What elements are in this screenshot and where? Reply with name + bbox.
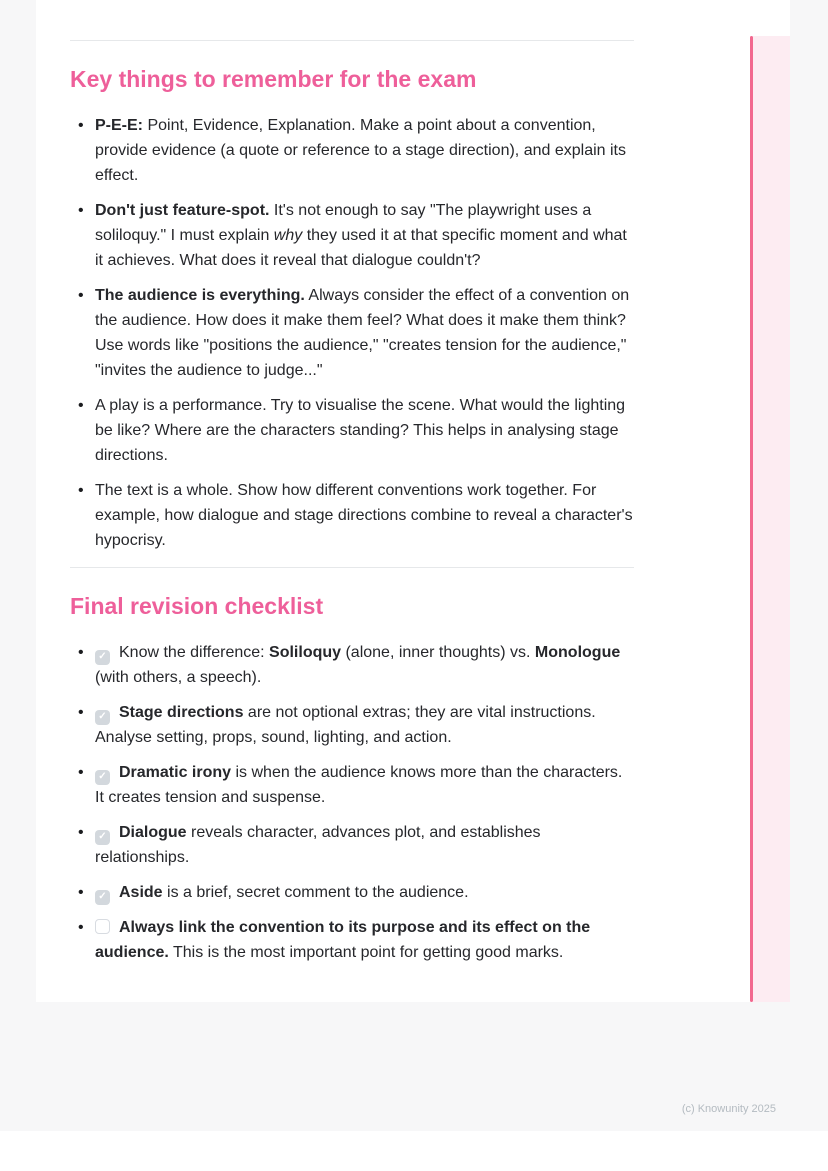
highlight-strip-line bbox=[750, 36, 753, 1002]
text-segment: Monologue bbox=[534, 644, 621, 661]
document-content bbox=[70, 0, 634, 975]
list-item bbox=[78, 393, 634, 468]
check-icon: ✓ bbox=[98, 711, 107, 722]
check-icon: ✓ bbox=[98, 831, 107, 842]
bullet-icon: • bbox=[78, 482, 84, 499]
bullet-icon: • bbox=[78, 644, 84, 661]
text-segment: It's not enough to say "The playwright uses a soliloquy." I must explain bbox=[95, 202, 592, 244]
text-segment: (with others, a speech). bbox=[95, 669, 262, 686]
check-icon: ✓ bbox=[98, 771, 107, 782]
list-item bbox=[78, 283, 634, 383]
highlight-strip bbox=[753, 36, 790, 1002]
text-segment: A play is a performance. Try to visualise the scene. What would the lighting be like? Where are the characters standing? This helps in analysing stage directions. bbox=[95, 397, 626, 464]
text-segment: The text is a whole. Show how different conventions work together. For example, how dialogue and stage directions combine to reveal a character's hypocrisy. bbox=[95, 482, 633, 549]
checklist-item bbox=[78, 640, 634, 690]
text-segment: they used it at that specific moment and what it achieves. What does it reveal that dialogue couldn't? bbox=[95, 227, 627, 269]
checklist-item bbox=[78, 915, 634, 965]
checklist-item bbox=[78, 820, 634, 870]
text-segment: Know the difference: bbox=[119, 644, 270, 661]
checklist-item bbox=[78, 700, 634, 750]
checkbox-checked[interactable] bbox=[95, 650, 110, 665]
text-segment: Aside bbox=[119, 884, 163, 901]
text-segment: are not optional extras; they are vital instructions. Analyse setting, props, sound, lighting, and action. bbox=[95, 704, 596, 746]
check-icon: ✓ bbox=[98, 891, 107, 902]
section-divider bbox=[70, 567, 634, 568]
text-segment: reveals character, advances plot, and establishes relationships. bbox=[95, 824, 541, 866]
text-segment: (alone, inner thoughts) vs. bbox=[341, 644, 535, 661]
text-segment: P-E-E: bbox=[95, 117, 143, 134]
text-segment: Always consider the effect of a convention on the audience. How does it make them feel? What does it make them think? Use words like "positions the audience," "creates tension for the audience," "invites the audience to judge..." bbox=[95, 287, 630, 379]
bullet-icon: • bbox=[78, 287, 84, 304]
bullet-icon: • bbox=[78, 824, 84, 841]
text-segment: This is the most important point for getting good marks. bbox=[168, 944, 564, 961]
text-segment: Soliloquy bbox=[269, 644, 342, 661]
checklist-item bbox=[78, 880, 634, 905]
check-icon: ✓ bbox=[98, 651, 107, 662]
list-item bbox=[78, 478, 634, 553]
text-segment: Don't just feature-spot. bbox=[95, 202, 270, 219]
checkbox-checked[interactable] bbox=[95, 890, 110, 905]
text-segment: Point, Evidence, Explanation. Make a point about a convention, provide evidence (a quote or reference to a stage direction), and explain its effect. bbox=[95, 117, 626, 184]
text-segment: Dialogue bbox=[119, 824, 187, 841]
list-item bbox=[78, 113, 634, 188]
checklist-item bbox=[78, 760, 634, 810]
bullet-icon: • bbox=[78, 397, 84, 414]
footer-copyright: (c) Knowunity 2025 bbox=[681, 1103, 776, 1115]
text-segment: is a brief, secret comment to the audience. bbox=[162, 884, 469, 901]
list-item bbox=[78, 198, 634, 273]
revision-checklist bbox=[70, 640, 634, 965]
text-segment: Always link the convention to its purpose and its effect on the audience. bbox=[95, 919, 591, 961]
checkbox-checked[interactable] bbox=[95, 770, 110, 785]
bullet-icon: • bbox=[78, 884, 84, 901]
checkbox-checked[interactable] bbox=[95, 830, 110, 845]
section-heading-checklist: Final revision checklist bbox=[70, 593, 324, 619]
exam-tips-list bbox=[70, 113, 634, 553]
text-segment: why bbox=[273, 227, 303, 244]
bullet-icon: • bbox=[78, 764, 84, 781]
text-segment: Stage directions bbox=[119, 704, 244, 721]
section-heading-exam-tips: Key things to remember for the exam bbox=[70, 66, 477, 92]
document-card bbox=[36, 0, 790, 1002]
checkbox-checked[interactable] bbox=[95, 710, 110, 725]
text-segment: The audience is everything. bbox=[95, 287, 305, 304]
bullet-icon: • bbox=[78, 202, 84, 219]
section-divider bbox=[70, 40, 634, 41]
checkbox-unchecked[interactable] bbox=[95, 919, 110, 934]
bullet-icon: • bbox=[78, 704, 84, 721]
text-segment: Dramatic irony bbox=[119, 764, 232, 781]
text-segment: is when the audience knows more than the characters. It creates tension and suspense. bbox=[95, 764, 623, 806]
bullet-icon: • bbox=[78, 919, 84, 936]
bullet-icon: • bbox=[78, 117, 84, 134]
